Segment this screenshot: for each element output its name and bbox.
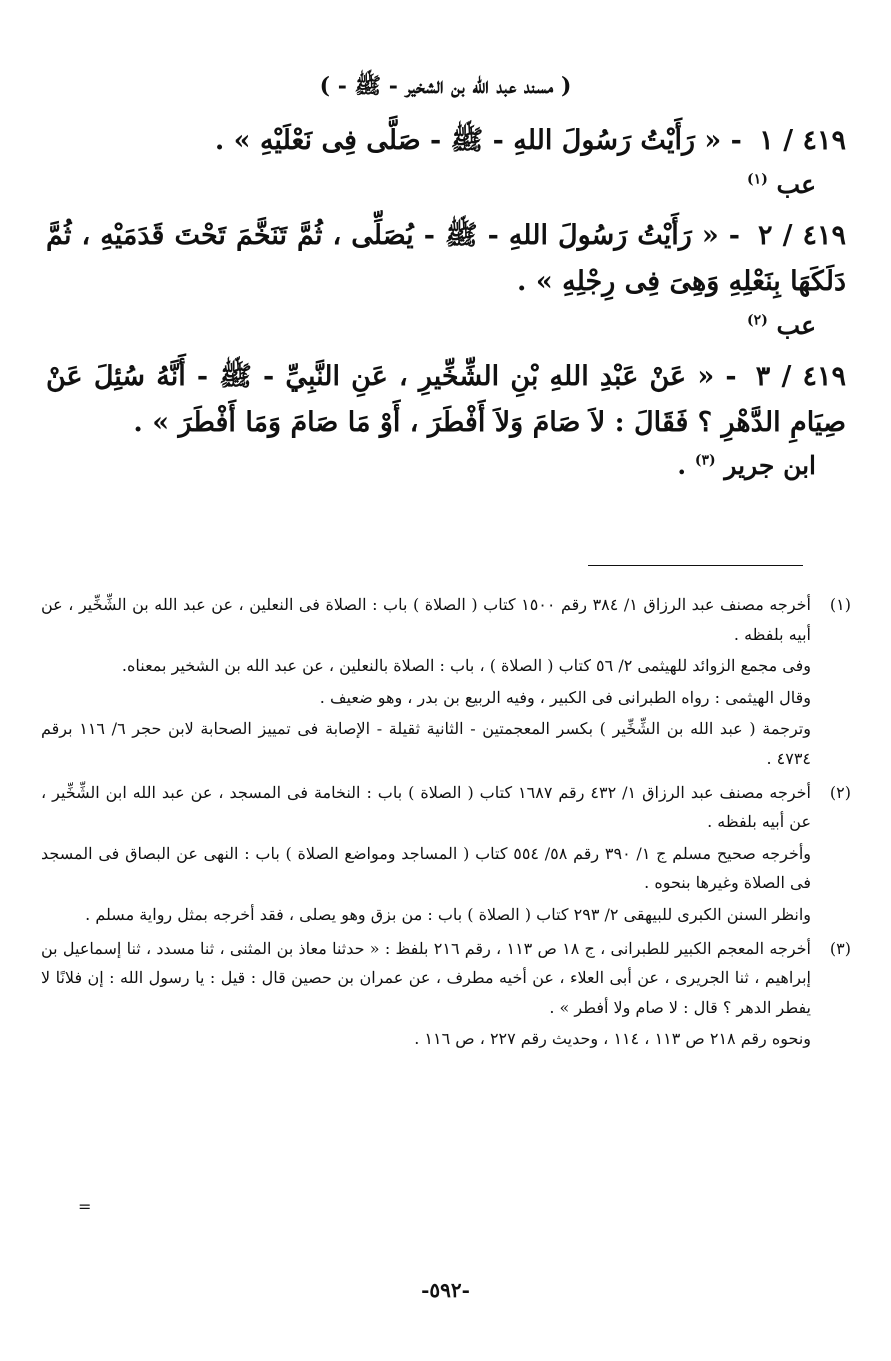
source-label: ابن جرير xyxy=(724,451,816,481)
footnote-ref: (٢) xyxy=(747,312,768,329)
footnote-paragraph: وفى مجمع الزوائد للهيثمى ٢/ ٥٦ كتاب ( الصلاة ) ، باب : الصلاة بالنعلين ، عن عبد الله بن الشخير بمعناه. xyxy=(121,656,811,676)
hadith-list xyxy=(46,118,846,494)
page-header: ( مسند عبد الله بن الشخير - ﷺ - ) xyxy=(319,73,572,99)
hadith-item xyxy=(46,354,846,446)
footnote-paragraph: ونحوه رقم ٢١٨ ص ١١٣ ، ١١٤ ، وحديث رقم ٢٢٧ ، ص ١١٦ . xyxy=(414,1029,811,1049)
source-label: عب xyxy=(776,169,816,199)
footnote-paragraph: أخرجه مصنف عبد الرزاق ١/ ٣٨٤ رقم ١٥٠٠ كتاب ( الصلاة ) باب : الصلاة فى النعلين ، عن عبد الله بن الشِّخِّير ، عن أبيه بلفظه . xyxy=(41,595,811,644)
hadith-number: ٤١٩ / ٣ xyxy=(755,360,847,392)
hadith-number: ٤١٩ / ٢ xyxy=(758,219,846,251)
footnote-number: (١) xyxy=(829,595,851,614)
hadith-item xyxy=(46,118,846,164)
hadith-text: - « رَأَيْتُ رَسُولَ اللهِ - ﷺ - يُصَلِّى ، ثُمَّ تَنَخَّمَ تَحْتَ قَدَمَيْهِ ، ثُمَّ دَلَكَهَا بِنَعْلِهِ وَهِىَ فِى رِجْلِهِ » . xyxy=(46,219,846,297)
hadith-source xyxy=(46,311,816,340)
hadith-source xyxy=(46,170,816,199)
footnote-item xyxy=(41,778,851,930)
hadith-number: ٤١٩ / ١ xyxy=(759,125,846,156)
hadith-text: - « رَأَيْتُ رَسُولَ اللهِ - ﷺ - صَلَّى فِى نَعْلَيْهِ » . xyxy=(214,125,742,156)
page-number: -٥٩٢- xyxy=(421,1278,470,1302)
footnote-paragraph: وانظر السنن الكبرى للبيهقى ٢/ ٢٩٣ كتاب ( الصلاة ) باب : من بزق وهو يصلى ، فقد أخرجه بمثل رواية مسلم . xyxy=(85,904,811,924)
footnote-ref: (٣) xyxy=(694,453,716,470)
footnote-paragraph: وأخرجه صحيح مسلم ج ١/ ٣٩٠ رقم ٥٨/ ٥٥٤ كتاب ( المساجد ومواضع الصلاة ) باب : النهى عن البصاق فى المسجد فى الصلاة وغيرها بنحوه . xyxy=(41,843,812,893)
footnote-number: (٢) xyxy=(829,782,851,802)
footnote-item xyxy=(41,934,851,1054)
footnote-divider xyxy=(588,565,803,566)
footnotes xyxy=(41,590,851,1058)
footnote-ref: (١) xyxy=(747,171,768,188)
footnote-paragraph: وقال الهيثمى : رواه الطبرانى فى الكبير ، وفيه الربيع بن بدر ، وهو ضعيف . xyxy=(319,687,811,707)
hadith-item xyxy=(46,213,846,305)
footnote-paragraph: أخرجه مصنف عبد الرزاق ١/ ٤٣٢ رقم ١٦٨٧ كتاب ( الصلاة ) باب : النخامة فى المسجد ، عن عبد الله ابن الشِّخِّير ، عن أبيه بلفظه . xyxy=(41,782,811,832)
continuation-mark: = xyxy=(78,1197,92,1216)
hadith-text: - « عَنْ عَبْدِ اللهِ بْنِ الشِّخِّيرِ ، عَنِ النَّبِيِّ - ﷺ - أَنَّهُ سُئِلَ عَنْ صِيَامِ الدَّهْرِ ؟ فَقَالَ : لاَ صَامَ وَلاَ أَفْطَرَ ، أَوْ مَا صَامَ وَمَا أَفْطَرَ » . xyxy=(46,360,846,438)
footnote-item xyxy=(41,590,851,774)
hadith-source: ابن جرير $^{(٣)}$ . xyxy=(677,451,816,481)
footnote-number: (٣) xyxy=(829,938,851,958)
source-label: عب xyxy=(776,310,816,340)
footnote-paragraph: أخرجه المعجم الكبير للطبرانى ، ج ١٨ ص ١١٣ ، رقم ٢١٦ بلفظ : « حدثنا معاذ بن المثنى ، ثنا مسدد ، ثنا إسماعيل بن إبراهيم ، ثنا الجريرى ، عن أبى العلاء ، عن أخيه مطرف ، عن عمران بن حصين قال : قيل : يا رسول الله : إن فلانًا لا يفطر الدهر ؟ قال : لا صام ولا أفطر » . xyxy=(41,938,812,1017)
footnote-paragraph: وترجمة ( عبد الله بن الشِّخِّير ) بكسر المعجمتين - الثانية ثقيلة - الإصابة فى تمييز الصحابة لابن حجر ٦/ ١١٦ برقم ٤٧٣٤ . xyxy=(41,719,811,768)
